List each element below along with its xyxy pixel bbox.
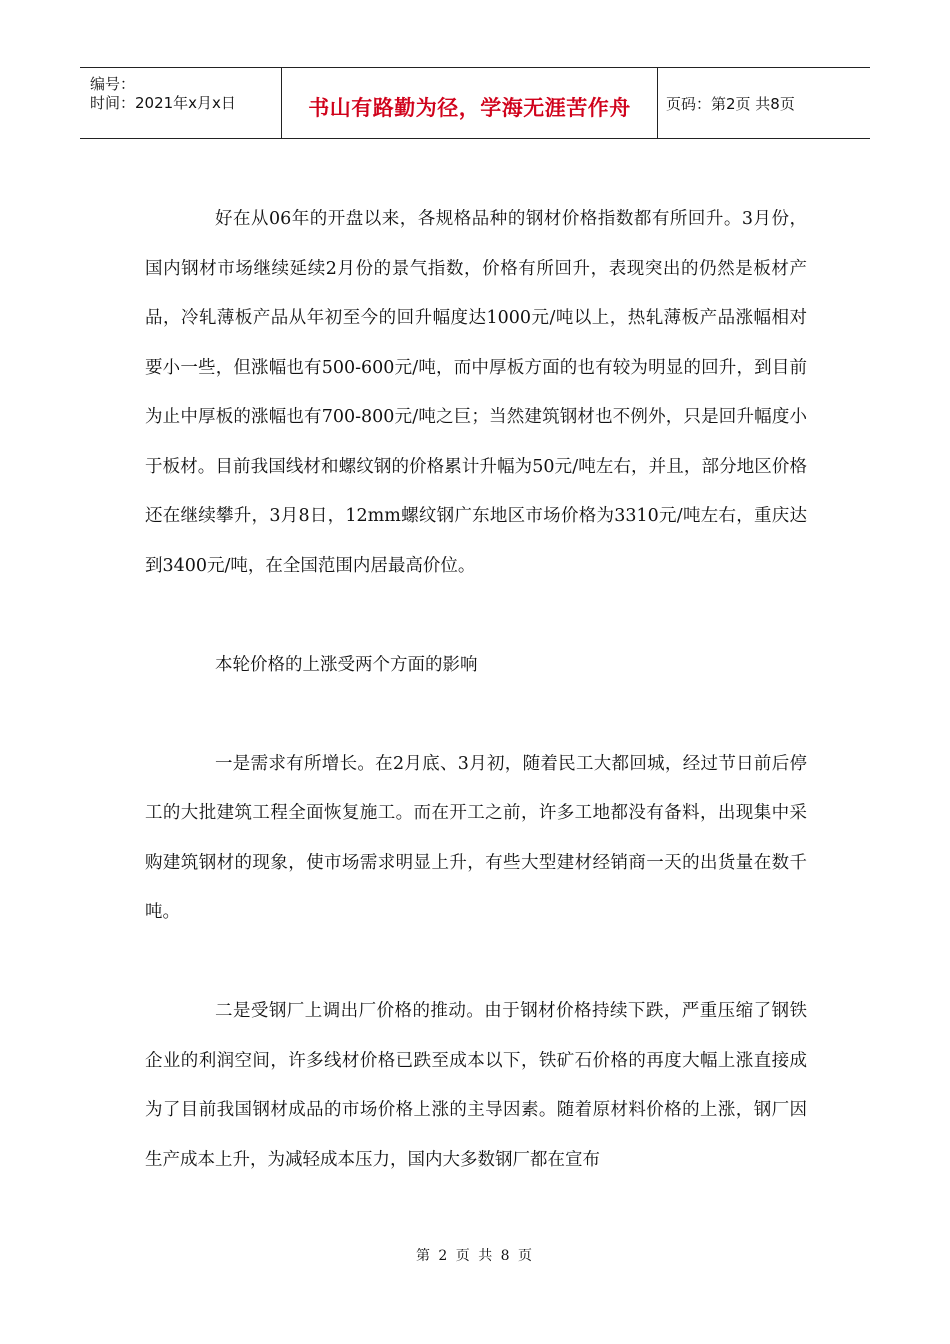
page-header — [80, 67, 870, 139]
body-paragraph: 一是需求有所增长。在2月底、3月初，随着民工大都回城，经过节日前后停工的大批建筑工程全面恢复施工。而在开工之前，许多工地都没有备料，出现集中采购建筑钢材的现象，使市场需求明显上升，有些大型建材经销商一天的出货量在数千吨。 — [145, 753, 807, 922]
header-page-cell — [658, 68, 870, 138]
document-body — [145, 195, 807, 1185]
paragraph-spacer — [145, 591, 807, 641]
document-date-label: 时间：2021年x月x日 — [90, 94, 236, 112]
paragraph-spacer — [145, 690, 807, 740]
header-page-info: 页码：第2页 共8页 — [666, 95, 795, 113]
header-motto-cell — [282, 68, 658, 138]
page-footer: 第 2 页 共 8 页 — [415, 1248, 535, 1264]
section-heading: 本轮价格的上涨受两个方面的影响 — [215, 654, 478, 675]
body-paragraph: 好在从06年的开盘以来，各规格品种的钢材价格指数都有所回升。3月份，国内钢材市场继续延续2月份的景气指数，价格有所回升，表现突出的仍然是板材产品，冷轧薄板产品从年初至今的回升幅度达1000元/吨以上，热轧薄板产品涨幅相对要小一些，但涨幅也有500-600元/吨，而中厚板方面的也有较为明显的回升，到目前为止中厚板的涨幅也有700-800元/吨之巨；当然建筑钢材也不例外，只是回升幅度小于板材。目前我国线材和螺纹钢的价格累计升幅为50元/吨左右，并且，部分地区价格还在继续攀升，3月8日，12mm螺纹钢广东地区市场价格为3310元/吨左右，重庆达到3400元/吨，在全国范围内居最高价位。 — [145, 209, 807, 576]
body-paragraph: 二是受钢厂上调出厂价格的推动。由于钢材价格持续下跌，严重压缩了钢铁企业的利润空间，许多线材价格已跌至成本以下，铁矿石价格的再度大幅上涨直接成为了目前我国钢材成品的市场价格上涨的主导因素。随着原材料价格的上涨，钢厂因生产成本上升，为减轻成本压力，国内大多数钢厂都在宣布 — [145, 1001, 807, 1170]
document-number-label: 编号： — [90, 75, 136, 93]
header-meta-cell — [80, 68, 282, 138]
header-motto: 书山有路勤为径，学海无涯苦作舟 — [308, 96, 631, 120]
paragraph-spacer — [145, 938, 807, 988]
